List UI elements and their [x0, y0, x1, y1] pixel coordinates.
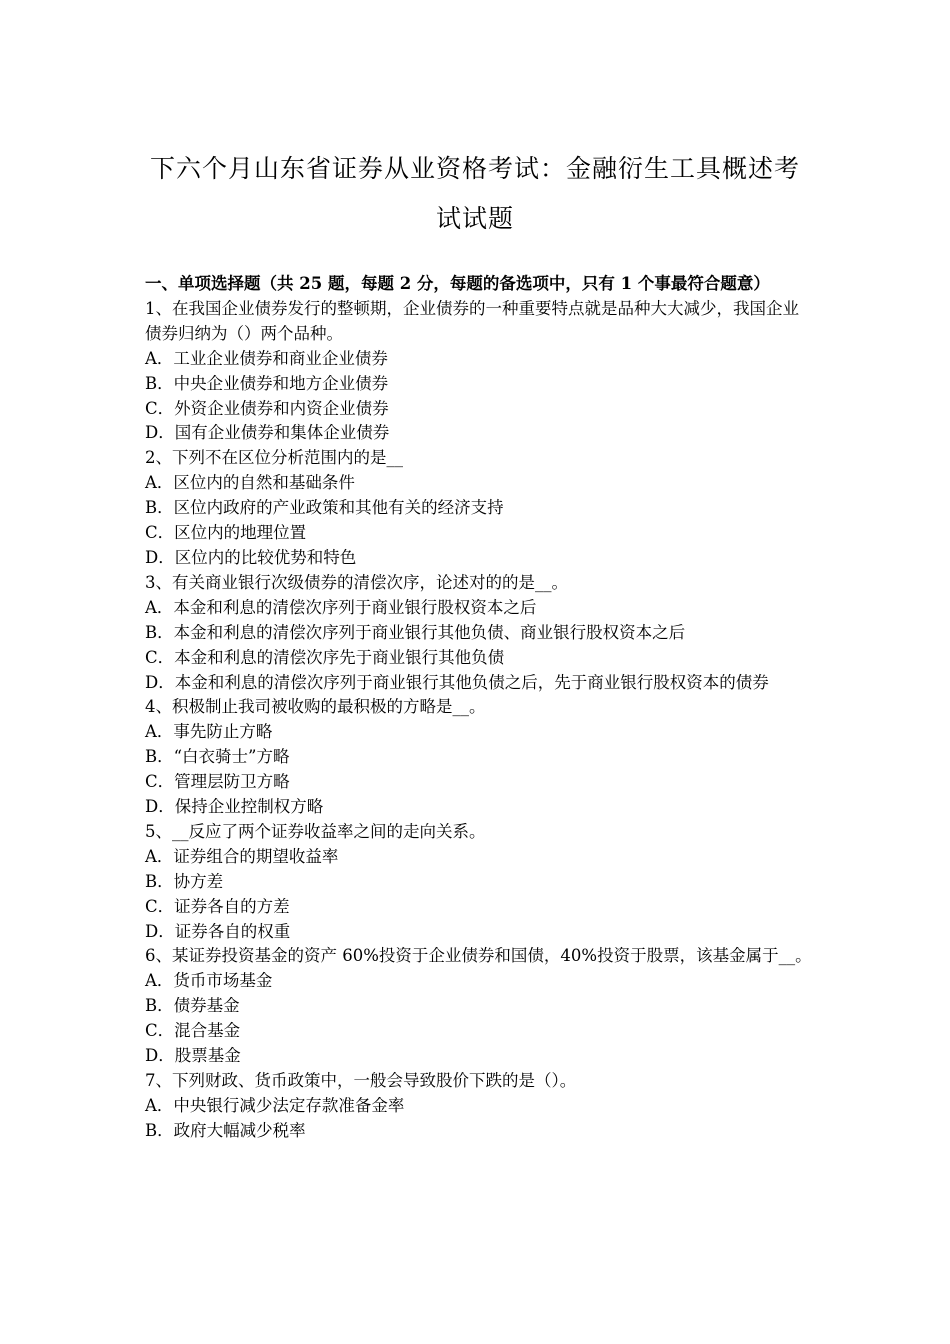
option-a: A．事先防止方略: [145, 722, 273, 742]
question-2: [145, 446, 815, 571]
option-b: B．中央企业债券和地方企业债券: [145, 373, 389, 393]
option-d: D．国有企业债券和集体企业债券: [145, 423, 390, 443]
option-b: B．协方差: [145, 871, 224, 891]
option-b: B．政府大幅减少税率: [145, 1120, 306, 1140]
option-b: B．债券基金: [145, 996, 240, 1016]
section-heading: 一、单项选择题（共 25 题，每题 2 分，每题的备选项中，只有 1 个事最符合题意）: [145, 274, 770, 293]
option-a: A．工业企业债券和商业企业债券: [145, 348, 388, 368]
option-a: A．证券组合的期望收益率: [145, 846, 339, 866]
option-d: D．保持企业控制权方略: [145, 797, 324, 817]
question-stem: 1、在我国企业债券发行的整顿期，企业债券的一种重要特点就是品种大大减少，我国企业债券归纳为（）两个品种。: [145, 298, 799, 343]
question-stem: 3、有关商业银行次级债券的清偿次序，论述对的的是__。: [145, 572, 568, 592]
option-a: A．本金和利息的清偿次序列于商业银行股权资本之后: [145, 597, 537, 617]
option-a: A．中央银行减少法定存款准备金率: [145, 1095, 405, 1115]
option-b: B．区位内政府的产业政策和其他有关的经济支持: [145, 498, 504, 518]
option-d: D．本金和利息的清偿次序列于商业银行其他负债之后，先于商业银行股权资本的债券: [145, 672, 769, 692]
question-stem: 7、下列财政、货币政策中，一般会导致股价下跌的是（）。: [145, 1071, 577, 1090]
question-stem: 6、某证券投资基金的资产 60%投资于企业债券和国债，40%投资于股票，该基金属于__。: [145, 946, 812, 966]
question-5: [145, 820, 815, 945]
option-b: B．“白衣骑士”方略: [145, 747, 290, 767]
question-stem: 5、__反应了两个证券收益率之间的走向关系。: [145, 821, 486, 841]
option-c: C．区位内的地理位置: [145, 523, 307, 543]
option-c: C．管理层防卫方略: [145, 772, 290, 792]
question-7: [145, 1069, 815, 1144]
question-1: [145, 297, 815, 446]
option-b: B．本金和利息的清偿次序列于商业银行其他负债、商业银行股权资本之后: [145, 622, 686, 642]
option-d: D．股票基金: [145, 1046, 241, 1066]
option-d: D．区位内的比较优势和特色: [145, 547, 357, 567]
document-title-line1: 下六个月山东省证券从业资格考试：金融衍生工具概述考: [149, 154, 800, 183]
document-title-line2: 试试题: [435, 204, 514, 233]
option-c: C．混合基金: [145, 1021, 241, 1041]
option-c: C．证券各自的方差: [145, 896, 290, 916]
question-3: [145, 571, 815, 696]
option-d: D．证券各自的权重: [145, 921, 291, 941]
option-c: C．本金和利息的清偿次序先于商业银行其他负债: [145, 647, 505, 667]
option-a: A．货币市场基金: [145, 971, 273, 991]
question-stem: 4、积极制止我司被收购的最积极的方略是__。: [145, 697, 486, 717]
document-body: [145, 272, 815, 1144]
question-4: [145, 695, 815, 820]
option-c: C．外资企业债券和内资企业债券: [145, 398, 389, 418]
question-stem: 2、下列不在区位分析范围内的是__: [145, 448, 403, 468]
option-a: A．区位内的自然和基础条件: [145, 473, 355, 493]
question-6: [145, 944, 815, 1069]
